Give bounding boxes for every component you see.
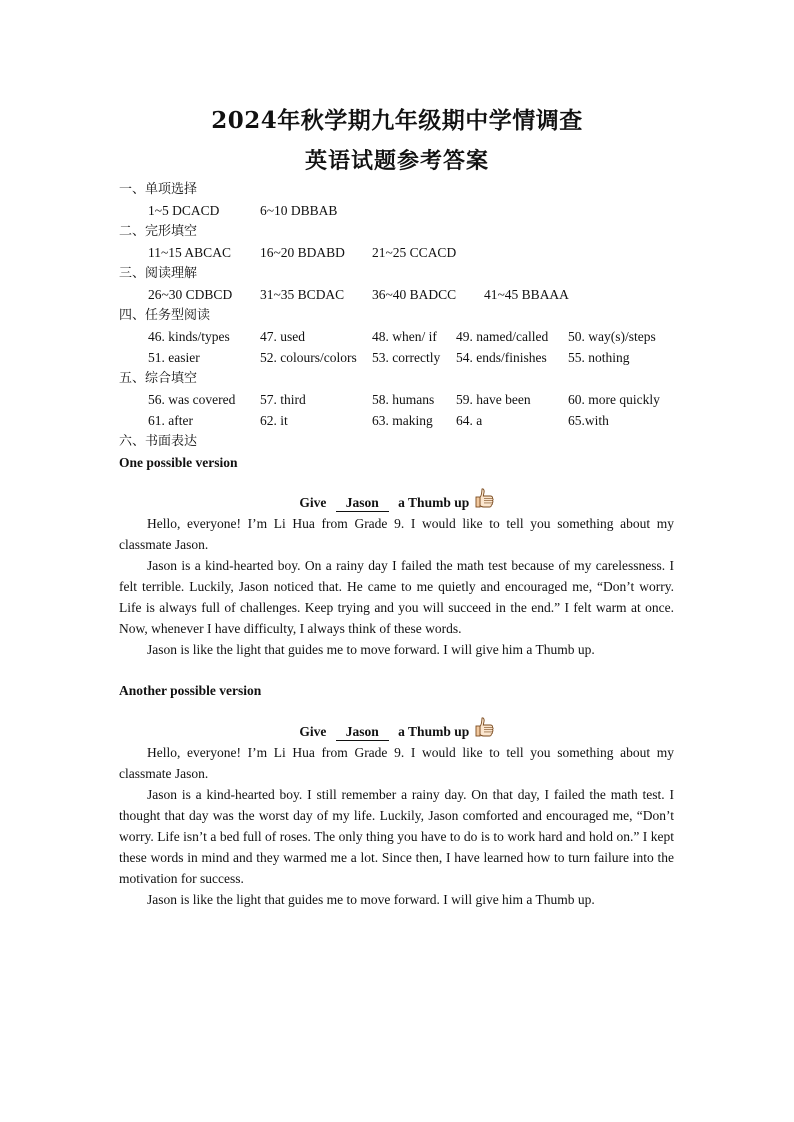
section-heading-5: 五、综合填空 xyxy=(119,371,198,386)
essay-paragraph: Jason is a kind-hearted boy. I still remember a rainy day. On that day, I failed the math test. I thought that day was the worst day of my life. Luckily, Jason comforted and encouraged me, “Don’t worry. Life isn’t a bed full of roses. The only thing you have to do is to work hard and hold on.” I kept these words in mind and they warmed me a lot. Since then, I have learned how to turn failure into the motivation for success. xyxy=(119,787,674,886)
answer-cell: 1~5 DCACD xyxy=(148,203,220,218)
essay-title-rest: a Thumb up xyxy=(398,495,470,510)
essay-paragraph: Jason is like the light that guides me to move forward. I will give him a Thumb up. xyxy=(147,892,595,907)
essay-title-give: Give xyxy=(299,724,327,739)
section-heading-1: 一、单项选择 xyxy=(119,182,198,197)
answer-cell: 58. humans xyxy=(372,392,435,407)
essay-body-2 xyxy=(119,742,674,910)
answer-row-2 xyxy=(0,242,794,263)
answer-cell: 50. way(s)/steps xyxy=(568,329,656,344)
section-heading-4: 四、任务型阅读 xyxy=(119,308,211,323)
answer-cell: 47. used xyxy=(260,329,305,344)
answer-cell: 59. have been xyxy=(456,392,531,407)
answer-cell: 48. when/ if xyxy=(372,329,437,344)
page-subtitle: 英语试题参考答案 xyxy=(304,148,489,174)
answer-cell: 16~20 BDABD xyxy=(260,245,345,260)
answer-cell: 60. more quickly xyxy=(568,392,660,407)
section-heading-3: 三、阅读理解 xyxy=(119,266,198,281)
answer-row-4 xyxy=(0,326,794,347)
essay-paragraph: Jason is like the light that guides me to move forward. I will give him a Thumb up. xyxy=(147,642,595,657)
answer-cell: 56. was covered xyxy=(148,392,236,407)
section-heading-6: 六、书面表达 xyxy=(119,434,198,449)
answer-cell: 26~30 CDBCD xyxy=(148,287,233,302)
version1-heading: One possible version xyxy=(119,455,238,470)
answer-row-6 xyxy=(0,389,794,410)
answer-cell: 51. easier xyxy=(148,350,200,365)
essay-paragraph: Hello, everyone! I’m Li Hua from Grade 9. I would like to tell you something about my classmate Jason. xyxy=(119,516,674,552)
essay-paragraph: Jason is a kind-hearted boy. On a rainy day I failed the math test because of my carelessness. I felt terrible. Luckily, Jason noticed that. He came to me quietly and encouraged me, “Don’t worry. Life is always full of challenges. Keep trying and you will succeed in the end.” I felt warm at once. Now, whenever I have difficulty, I always think of these words. xyxy=(119,558,674,636)
essay-title-rest: a Thumb up xyxy=(398,724,470,739)
answer-cell: 36~40 BADCC xyxy=(372,287,457,302)
answer-cell: 46. kinds/types xyxy=(148,329,230,344)
section-heading-2: 二、完形填空 xyxy=(119,224,198,239)
page-title: 2024年秋学期九年级期中学情调查 xyxy=(211,107,583,134)
answer-cell: 6~10 DBBAB xyxy=(260,203,338,218)
answer-row-3 xyxy=(0,284,794,305)
answer-cell: 52. colours/colors xyxy=(260,350,357,365)
version2-heading: Another possible version xyxy=(119,683,262,698)
essay-title-give: Give xyxy=(299,495,327,510)
answer-cell: 41~45 BBAAA xyxy=(484,287,569,302)
answer-cell: 62. it xyxy=(260,413,288,428)
answer-cell: 49. named/called xyxy=(456,329,549,344)
answer-cell: 63. making xyxy=(372,413,433,428)
answer-cell: 11~15 ABCAC xyxy=(148,245,231,260)
essay-title-name: Jason xyxy=(336,724,389,741)
answer-cell: 55. nothing xyxy=(568,350,630,365)
essay-paragraph: Hello, everyone! I’m Li Hua from Grade 9. I would like to tell you something about my classmate Jason. xyxy=(119,745,674,781)
answer-cell: 21~25 CCACD xyxy=(372,245,457,260)
answer-row-7 xyxy=(0,410,794,431)
answer-cell: 31~35 BCDAC xyxy=(260,287,345,302)
answer-row-1 xyxy=(0,200,794,221)
answer-cell: 61. after xyxy=(148,413,193,428)
answer-row-5 xyxy=(0,347,794,368)
answer-cell: 53. correctly xyxy=(372,350,441,365)
answer-cell: 64. a xyxy=(456,413,483,428)
answer-cell: 54. ends/finishes xyxy=(456,350,547,365)
answer-cell: 57. third xyxy=(260,392,306,407)
answer-cell: 65.with xyxy=(568,413,609,428)
essay-body-1 xyxy=(119,513,674,660)
essay-title-name: Jason xyxy=(336,495,389,512)
